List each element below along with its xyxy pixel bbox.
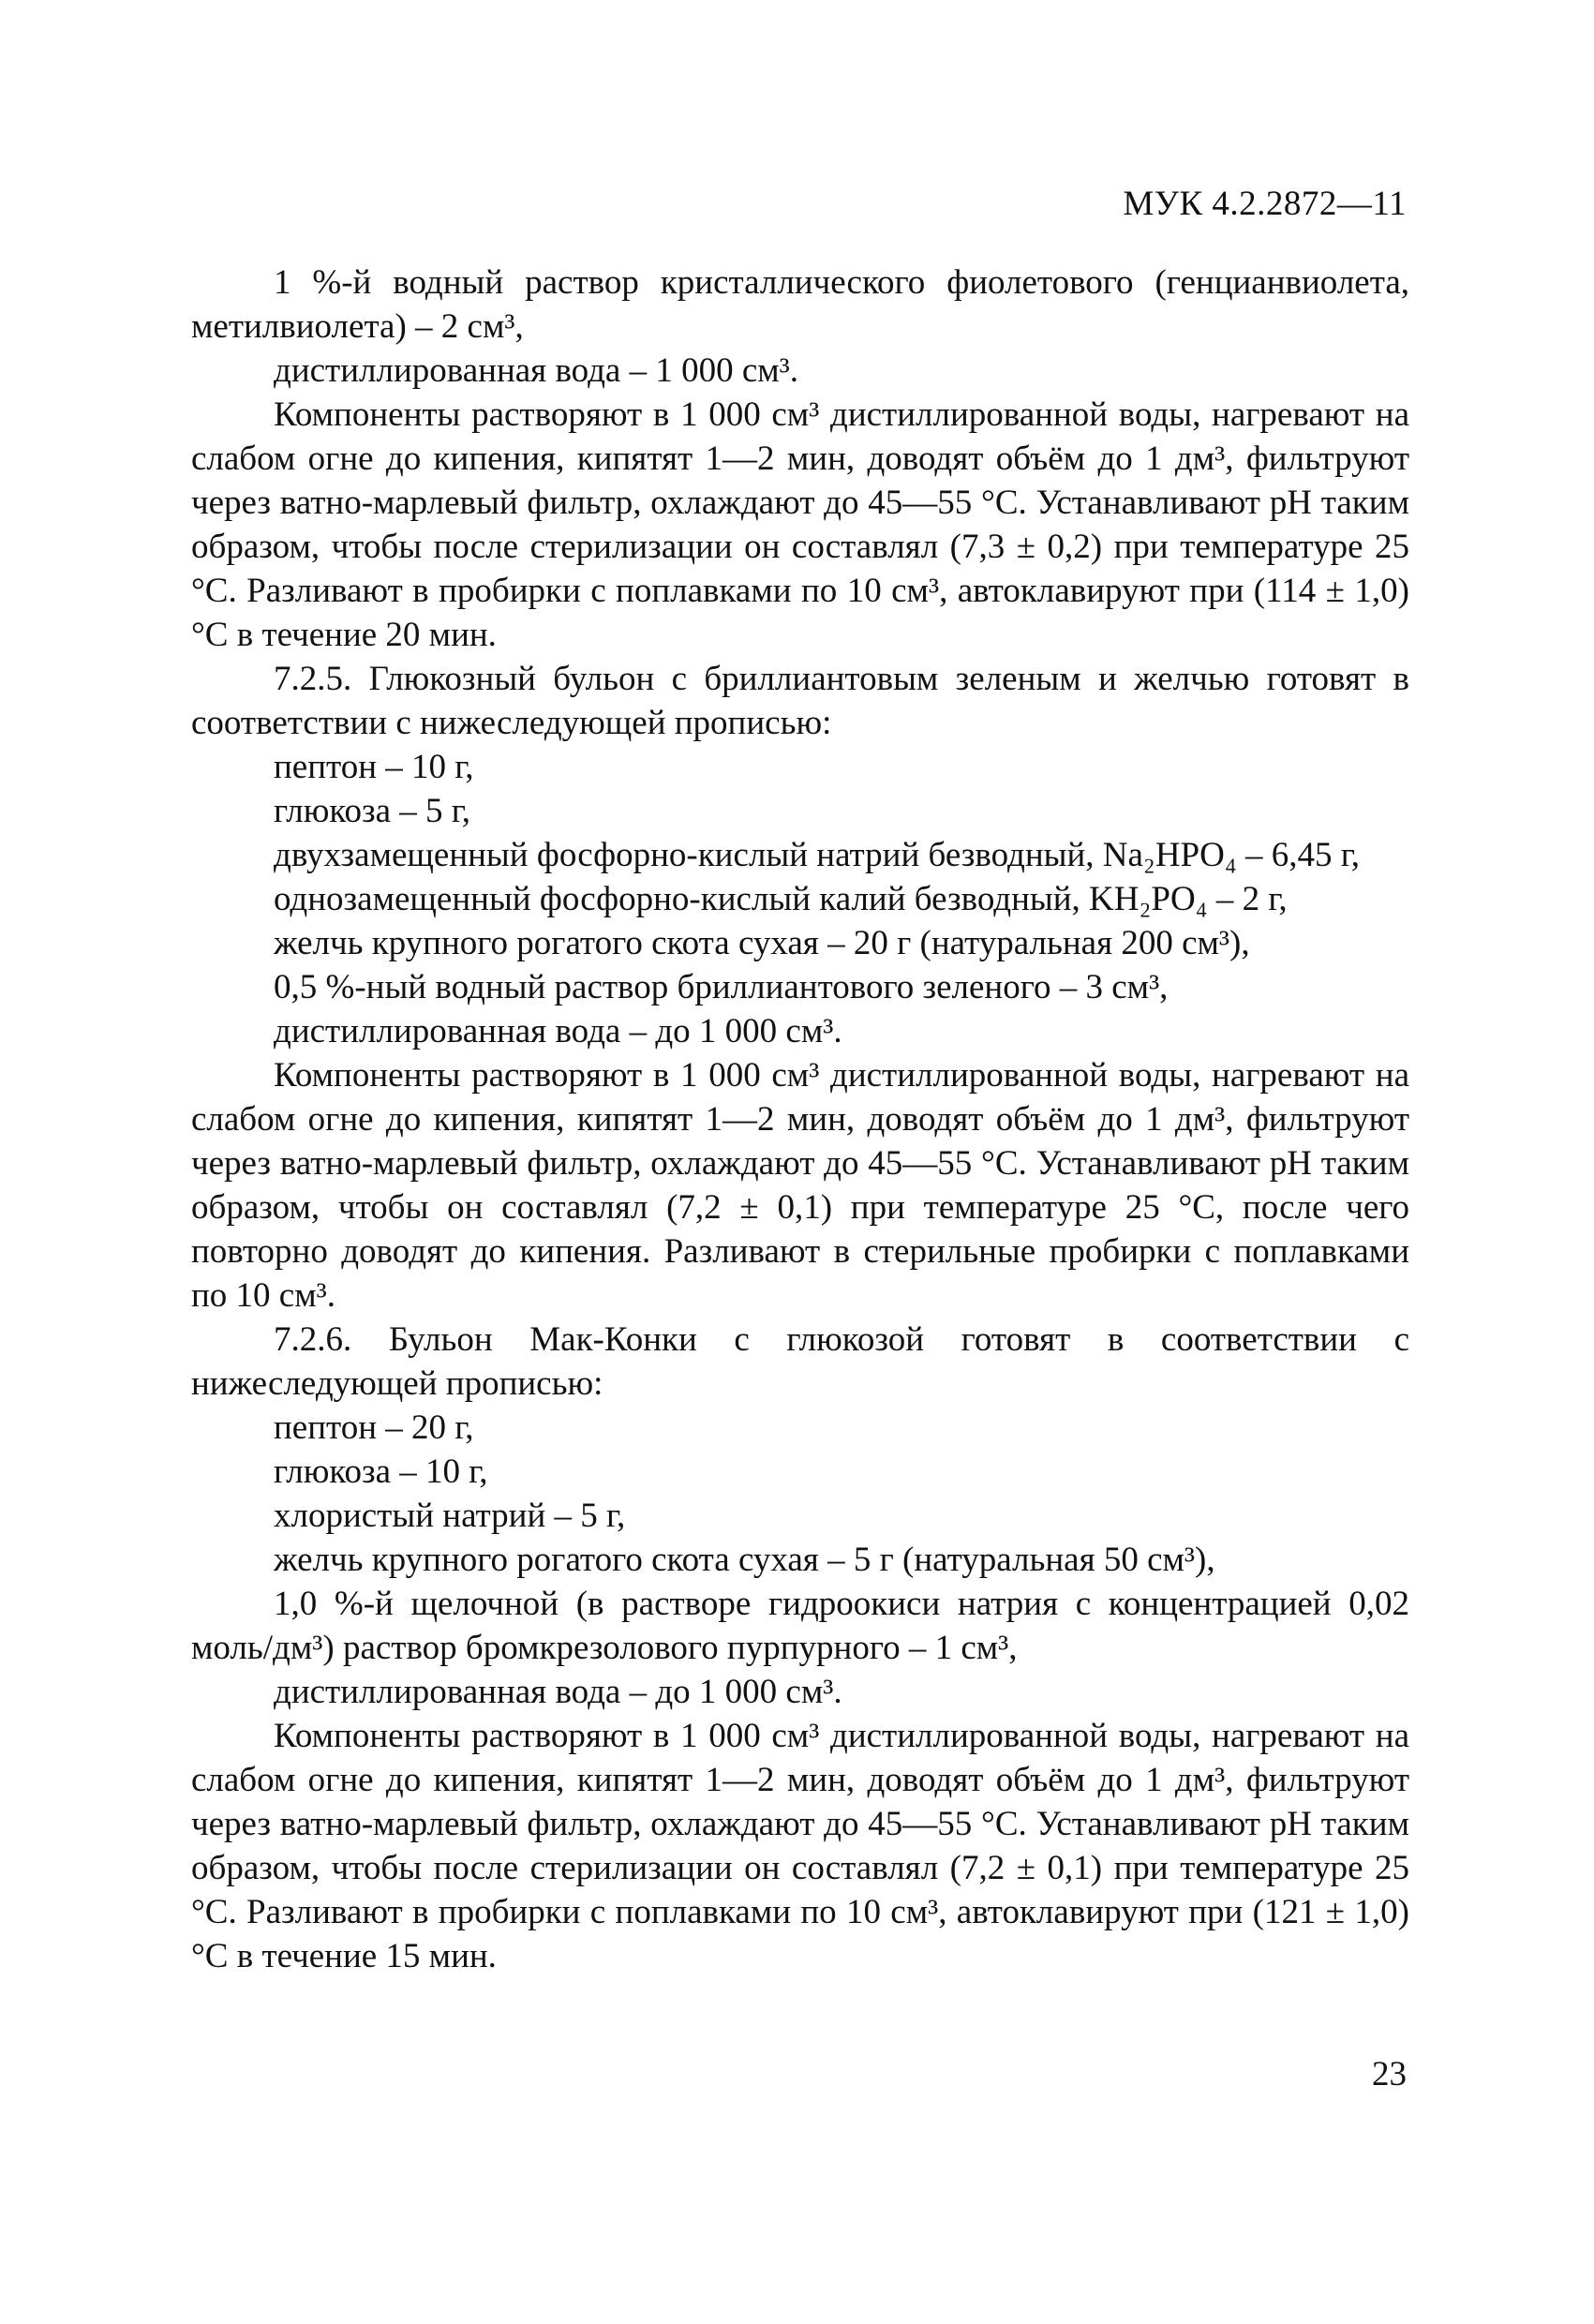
recipe-item: хлористый натрий – 5 г, — [274, 1497, 626, 1535]
recipe-item: пептон – 10 г, — [274, 748, 474, 786]
document-body — [191, 261, 1409, 1978]
recipe-item: желчь крупного рогатого скота сухая – 5 г (натуральная 50 см³), — [274, 1541, 1215, 1579]
recipe-item: 0,5 %-ный водный раствор бриллиантового зеленого – 3 см³, — [274, 968, 1169, 1006]
document-code-header: МУК 4.2.2872—11 — [1123, 185, 1407, 223]
recipe-item: глюкоза – 10 г, — [274, 1452, 488, 1491]
procedure-paragraph: Компоненты растворяют в 1 000 см³ дистиллированной воды, нагревают на слабом огне до кипения, кипятят 1—2 мин, доводят объём до 1 дм³, фильтруют через ватно-марлевый фильтр, охлаждают до 45—55 °С. Устанавливают pH таким образом, чтобы он составлял (7,2 ± 0,1) при температуре 25 °С, после чего повторно доводят до кипения. Разливают в стерильные пробирки с поплавками по 10 см³. — [191, 1056, 1409, 1315]
recipe-item: дистиллированная вода – 1 000 см³. — [274, 351, 799, 390]
procedure-paragraph: Компоненты растворяют в 1 000 см³ дистиллированной воды, нагревают на слабом огне до кипения, кипятят 1—2 мин, доводят объём до 1 дм³, фильтруют через ватно-марлевый фильтр, охлаждают до 45—55 °С. Устанавливают pH таким образом, чтобы после стерилизации он составлял (7,2 ± 0,1) при температуре 25 °С. Разливают в пробирки с поплавками по 10 см³, автоклавируют при (121 ± 1,0) °С в течение 15 мин. — [191, 1717, 1409, 1975]
recipe-item: 1 %-й водный раствор кристаллического фиолетового (генцианвиолета, метилвиолета) – 2 см³, — [191, 263, 1409, 346]
page-number: 23 — [1372, 2055, 1407, 2093]
section-7-2-5-intro: 7.2.5. Глюкозный бульон с бриллиантовым зеленым и желчью готовят в соответствии с нижеследующей прописью: — [191, 660, 1409, 742]
recipe-item: 1,0 %-й щелочной (в растворе гидроокиси натрия с концентрацией 0,02 моль/дм³) раствор бромкрезолового пурпурного – 1 см³, — [191, 1585, 1409, 1667]
recipe-item: пептон – 20 г, — [274, 1408, 474, 1447]
recipe-item: глюкоза – 5 г, — [274, 792, 471, 830]
section-7-2-6-intro: 7.2.6. Бульон Мак-Конки с глюкозой готовят в соответствии с нижеследующей прописью: — [191, 1320, 1409, 1403]
recipe-item: двухзамещенный фосфорно-кислый натрий безводный, Na₂HPO₄ – 6,45 г, — [274, 836, 1360, 874]
recipe-item: дистиллированная вода – до 1 000 см³. — [274, 1673, 842, 1711]
recipe-item: однозамещенный фосфорно-кислый калий безводный, KH₂PO₄ – 2 г, — [274, 880, 1288, 918]
procedure-paragraph: Компоненты растворяют в 1 000 см³ дистиллированной воды, нагревают на слабом огне до кипения, кипятят 1—2 мин, доводят объём до 1 дм³, фильтруют через ватно-марлевый фильтр, охлаждают до 45—55 °С. Устанавливают pH таким образом, чтобы после стерилизации он составлял (7,3 ± 0,2) при температуре 25 °С. Разливают в пробирки с поплавками по 10 см³, автоклавируют при (114 ± 1,0) °С в течение 20 мин. — [191, 395, 1409, 654]
recipe-item: дистиллированная вода – до 1 000 см³. — [274, 1012, 842, 1050]
recipe-item: желчь крупного рогатого скота сухая – 20 г (натуральная 200 см³), — [274, 924, 1250, 962]
